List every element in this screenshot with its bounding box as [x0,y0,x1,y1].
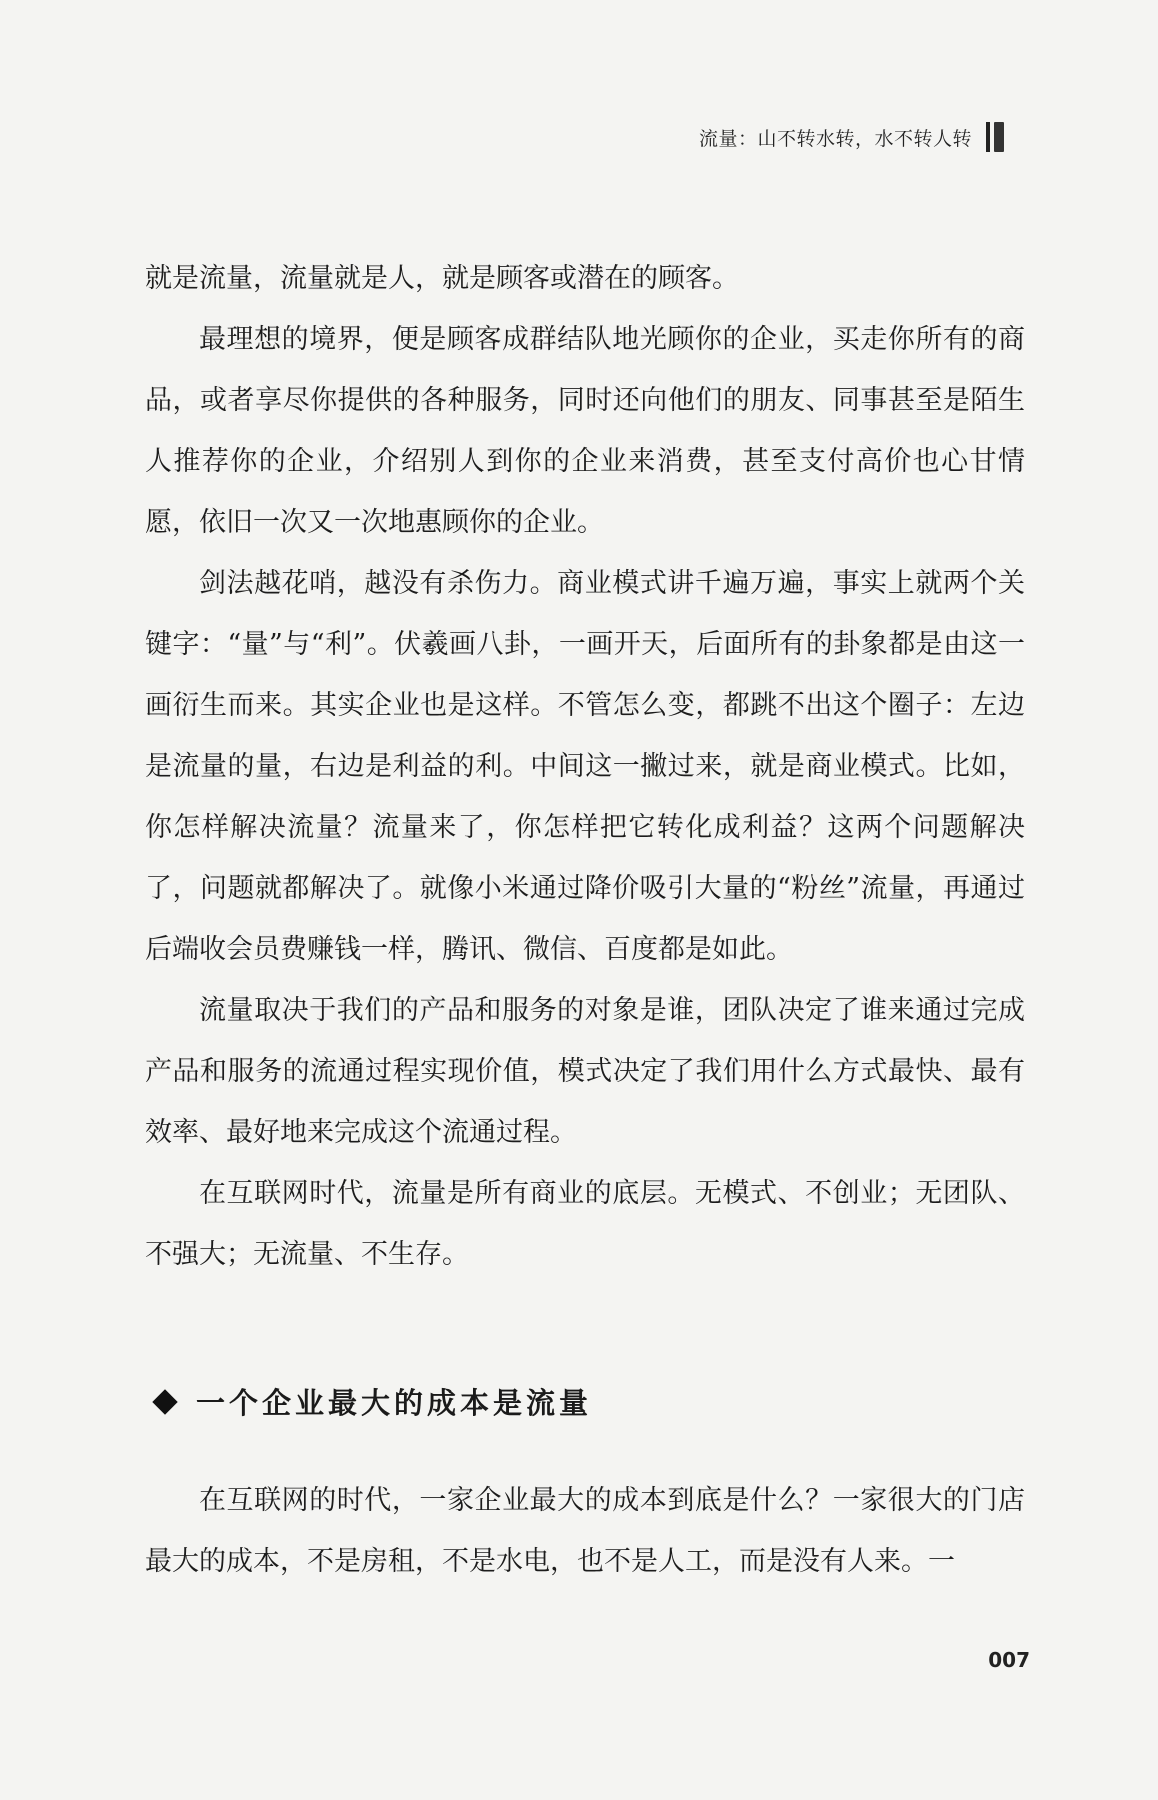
paragraph: 流量取决于我们的产品和服务的对象是谁，团队决定了谁来通过完成产品和服务的流通过程实现价值，模式决定了我们用什么方式最快、最有效率、最好地来完成这个流通过程。 [145,995,1025,1148]
header-mark-icon [986,122,1008,152]
diamond-icon [152,1389,177,1414]
chapter-title: 流量：山不转水转，水不转人转 [698,127,972,150]
paragraph: 在互联网的时代，一家企业最大的成本到底是什么？一家很大的门店最大的成本，不是房租，不是水电，也不是人工，而是没有人来。一 [145,1485,1025,1577]
page-number: 007 [988,1648,1030,1672]
main-text [145,248,1025,1285]
running-header [699,122,1008,152]
paragraph: 就是流量，流量就是人，就是顾客或潜在的顾客。 [145,263,739,294]
paragraph: 最理想的境界，便是顾客成群结队地光顾你的企业，买走你所有的商品，或者享尽你提供的各种服务，同时还向他们的朋友、同事甚至是陌生人推荐你的企业，介绍别人到你的企业来消费，甚至支付高价也心甘情愿，依旧一次又一次地惠顾你的企业。 [145,324,1025,538]
paragraph: 在互联网时代，流量是所有商业的底层。无模式、不创业；无团队、不强大；无流量、不生存。 [145,1178,1025,1270]
section-heading-text: 一个企业最大的成本是流量 [196,1386,593,1420]
section-heading [152,1381,592,1422]
paragraph: 剑法越花哨，越没有杀伤力。商业模式讲千遍万遍，事实上就两个关键字：“量”与“利”。伏羲画八卦，一画开天，后面所有的卦象都是由这一画衍生而来。其实企业也是这样。不管怎么变，都跳不出这个圈子：左边是流量的量，右边是利益的利。中间这一撇过来，就是商业模式。比如，你怎样解决流量？流量来了，你怎样把它转化成利益？这两个问题解决了，问题就都解决了。就像小米通过降价吸引大量的“粉丝”流量，再通过后端收会员费赚钱一样，腾讯、微信、百度都是如此。 [145,568,1025,965]
section-text [145,1470,1025,1592]
